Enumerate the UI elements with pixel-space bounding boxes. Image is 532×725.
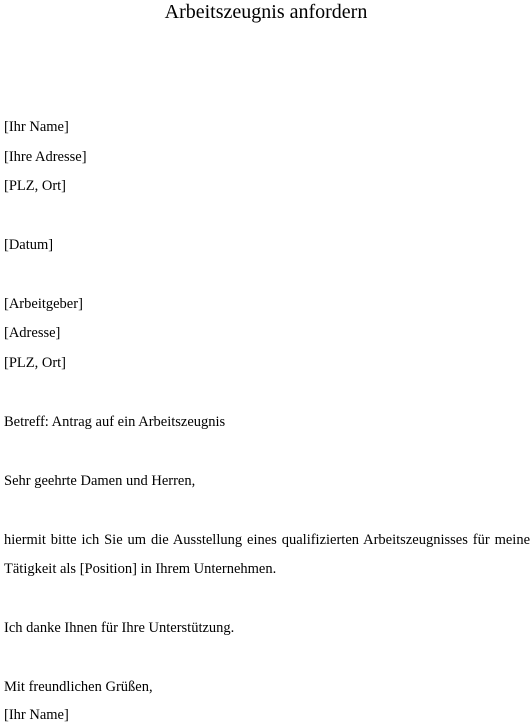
subject-line: Betreff: Antrag auf ein Arbeitszeugnis (4, 414, 226, 430)
signature-name: [Ihr Name] (4, 707, 69, 723)
body-line-1: hiermit bitte ich Sie um die Ausstellung eines qualifizierten Arbeitszeugnisses für meine (4, 532, 530, 548)
recipient-employer: [Arbeitgeber] (4, 296, 83, 312)
sender-name: [Ihr Name] (4, 119, 69, 135)
document-title: Arbeitszeugnis anfordern (164, 1, 368, 23)
closing-line: Mit freundlichen Grüßen, (4, 679, 153, 695)
sender-address: [Ihre Adresse] (4, 149, 87, 165)
thanks-line: Ich danke Ihnen für Ihre Unterstützung. (4, 620, 235, 636)
recipient-address: [Adresse] (4, 325, 61, 341)
salutation: Sehr geehrte Damen und Herren, (4, 473, 196, 489)
sender-city: [PLZ, Ort] (4, 178, 67, 194)
recipient-city: [PLZ, Ort] (4, 355, 67, 371)
letter-date: [Datum] (4, 237, 54, 253)
body-line-2: Tätigkeit als [Position] in Ihrem Unternehmen. (4, 561, 277, 577)
